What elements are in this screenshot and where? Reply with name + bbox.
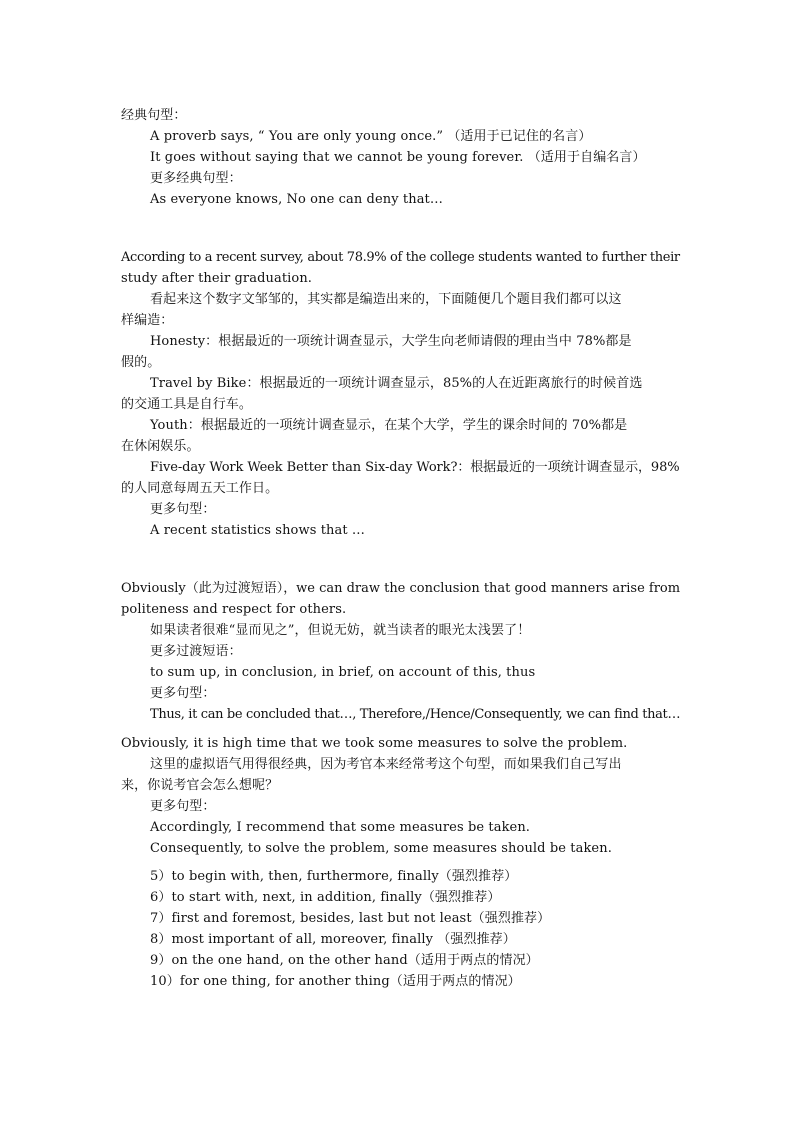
text-line: Travel by Bike：根据最近的一项统计调查显示，85%的人在近距离旅行的时候首选 [150, 376, 643, 391]
text-line: 这里的虚拟语气用得很经典，因为考官本来经常考这个句型，而如果我们自己写出 [150, 757, 622, 772]
subheading: 更多经典句型： [150, 171, 242, 186]
subheading: 更多句型： [150, 686, 216, 701]
text-line: It goes without saying that we cannot be young forever. （适用于自编名言） [150, 150, 646, 165]
text-line: 假的。 [121, 355, 161, 370]
text-line: 如果读者很难“显而见之”，但说无妨，就当读者的眼光太浅罢了！ [150, 623, 531, 638]
section-title: 经典句型： [121, 108, 187, 123]
text-line: As everyone knows, No one can deny that… [150, 192, 443, 207]
text-line: Accordingly, I recommend that some measures be taken. [150, 820, 531, 835]
text-line: 的交通工具是自行车。 [121, 397, 253, 412]
list-item: 9）on the one hand, on the other hand（适用于两点的情况） [150, 953, 539, 968]
text-line: According to a recent survey, about 78.9% of the college students wanted to further their [121, 250, 680, 265]
text-line: 的人同意每周五天工作日。 [121, 481, 279, 496]
text-line: 在休闲娱乐。 [121, 439, 200, 454]
text-line: 来，你说考官会怎么想呢？ [121, 778, 279, 793]
list-item: 7）first and foremost, besides, last but not least（强烈推荐） [150, 911, 551, 926]
subheading: 更多句型： [150, 502, 216, 517]
subheading: 更多句型： [150, 799, 216, 814]
list-item: 10）for one thing, for another thing（适用于两点的情况） [150, 974, 521, 989]
text-line: to sum up, in conclusion, in brief, on account of this, thus [150, 665, 536, 680]
text-line: Honesty：根据最近的一项统计调查显示，大学生向老师请假的理由当中 78%都是 [150, 334, 632, 349]
text-line: A recent statistics shows that … [150, 523, 366, 538]
list-item: 8）most important of all, moreover, finally （强烈推荐） [150, 932, 516, 947]
text-line: Five-day Work Week Better than Six-day Work?：根据最近的一项统计调查显示，98% [150, 460, 680, 475]
list-item: 5）to begin with, then, furthermore, finally（强烈推荐） [150, 869, 518, 884]
text-line: Thus, it can be concluded that…, Therefore,/Hence/Consequently, we can find that… [150, 707, 681, 722]
list-item: 6）to start with, next, in addition, finally（强烈推荐） [150, 890, 501, 905]
text-line: politeness and respect for others. [121, 602, 347, 617]
text-line: 样编造： [121, 313, 174, 328]
subheading: 更多过渡短语： [150, 644, 242, 659]
text-line: A proverb says, “ You are only young once.” （适用于已记住的名言） [150, 129, 592, 144]
text-line: Consequently, to solve the problem, some measures should be taken. [150, 841, 612, 856]
text-line: 看起来这个数字文邹邹的，其实都是编造出来的，下面随便几个题目我们都可以这 [150, 292, 622, 307]
text-line: Obviously, it is high time that we took some measures to solve the problem. [121, 736, 628, 751]
text-line: Youth：根据最近的一项统计调查显示，在某个大学，学生的课余时间的 70%都是 [150, 418, 628, 433]
text-line: study after their graduation. [121, 271, 313, 286]
text-line: Obviously（此为过渡短语），we can draw the conclusion that good manners arise from [121, 581, 681, 596]
